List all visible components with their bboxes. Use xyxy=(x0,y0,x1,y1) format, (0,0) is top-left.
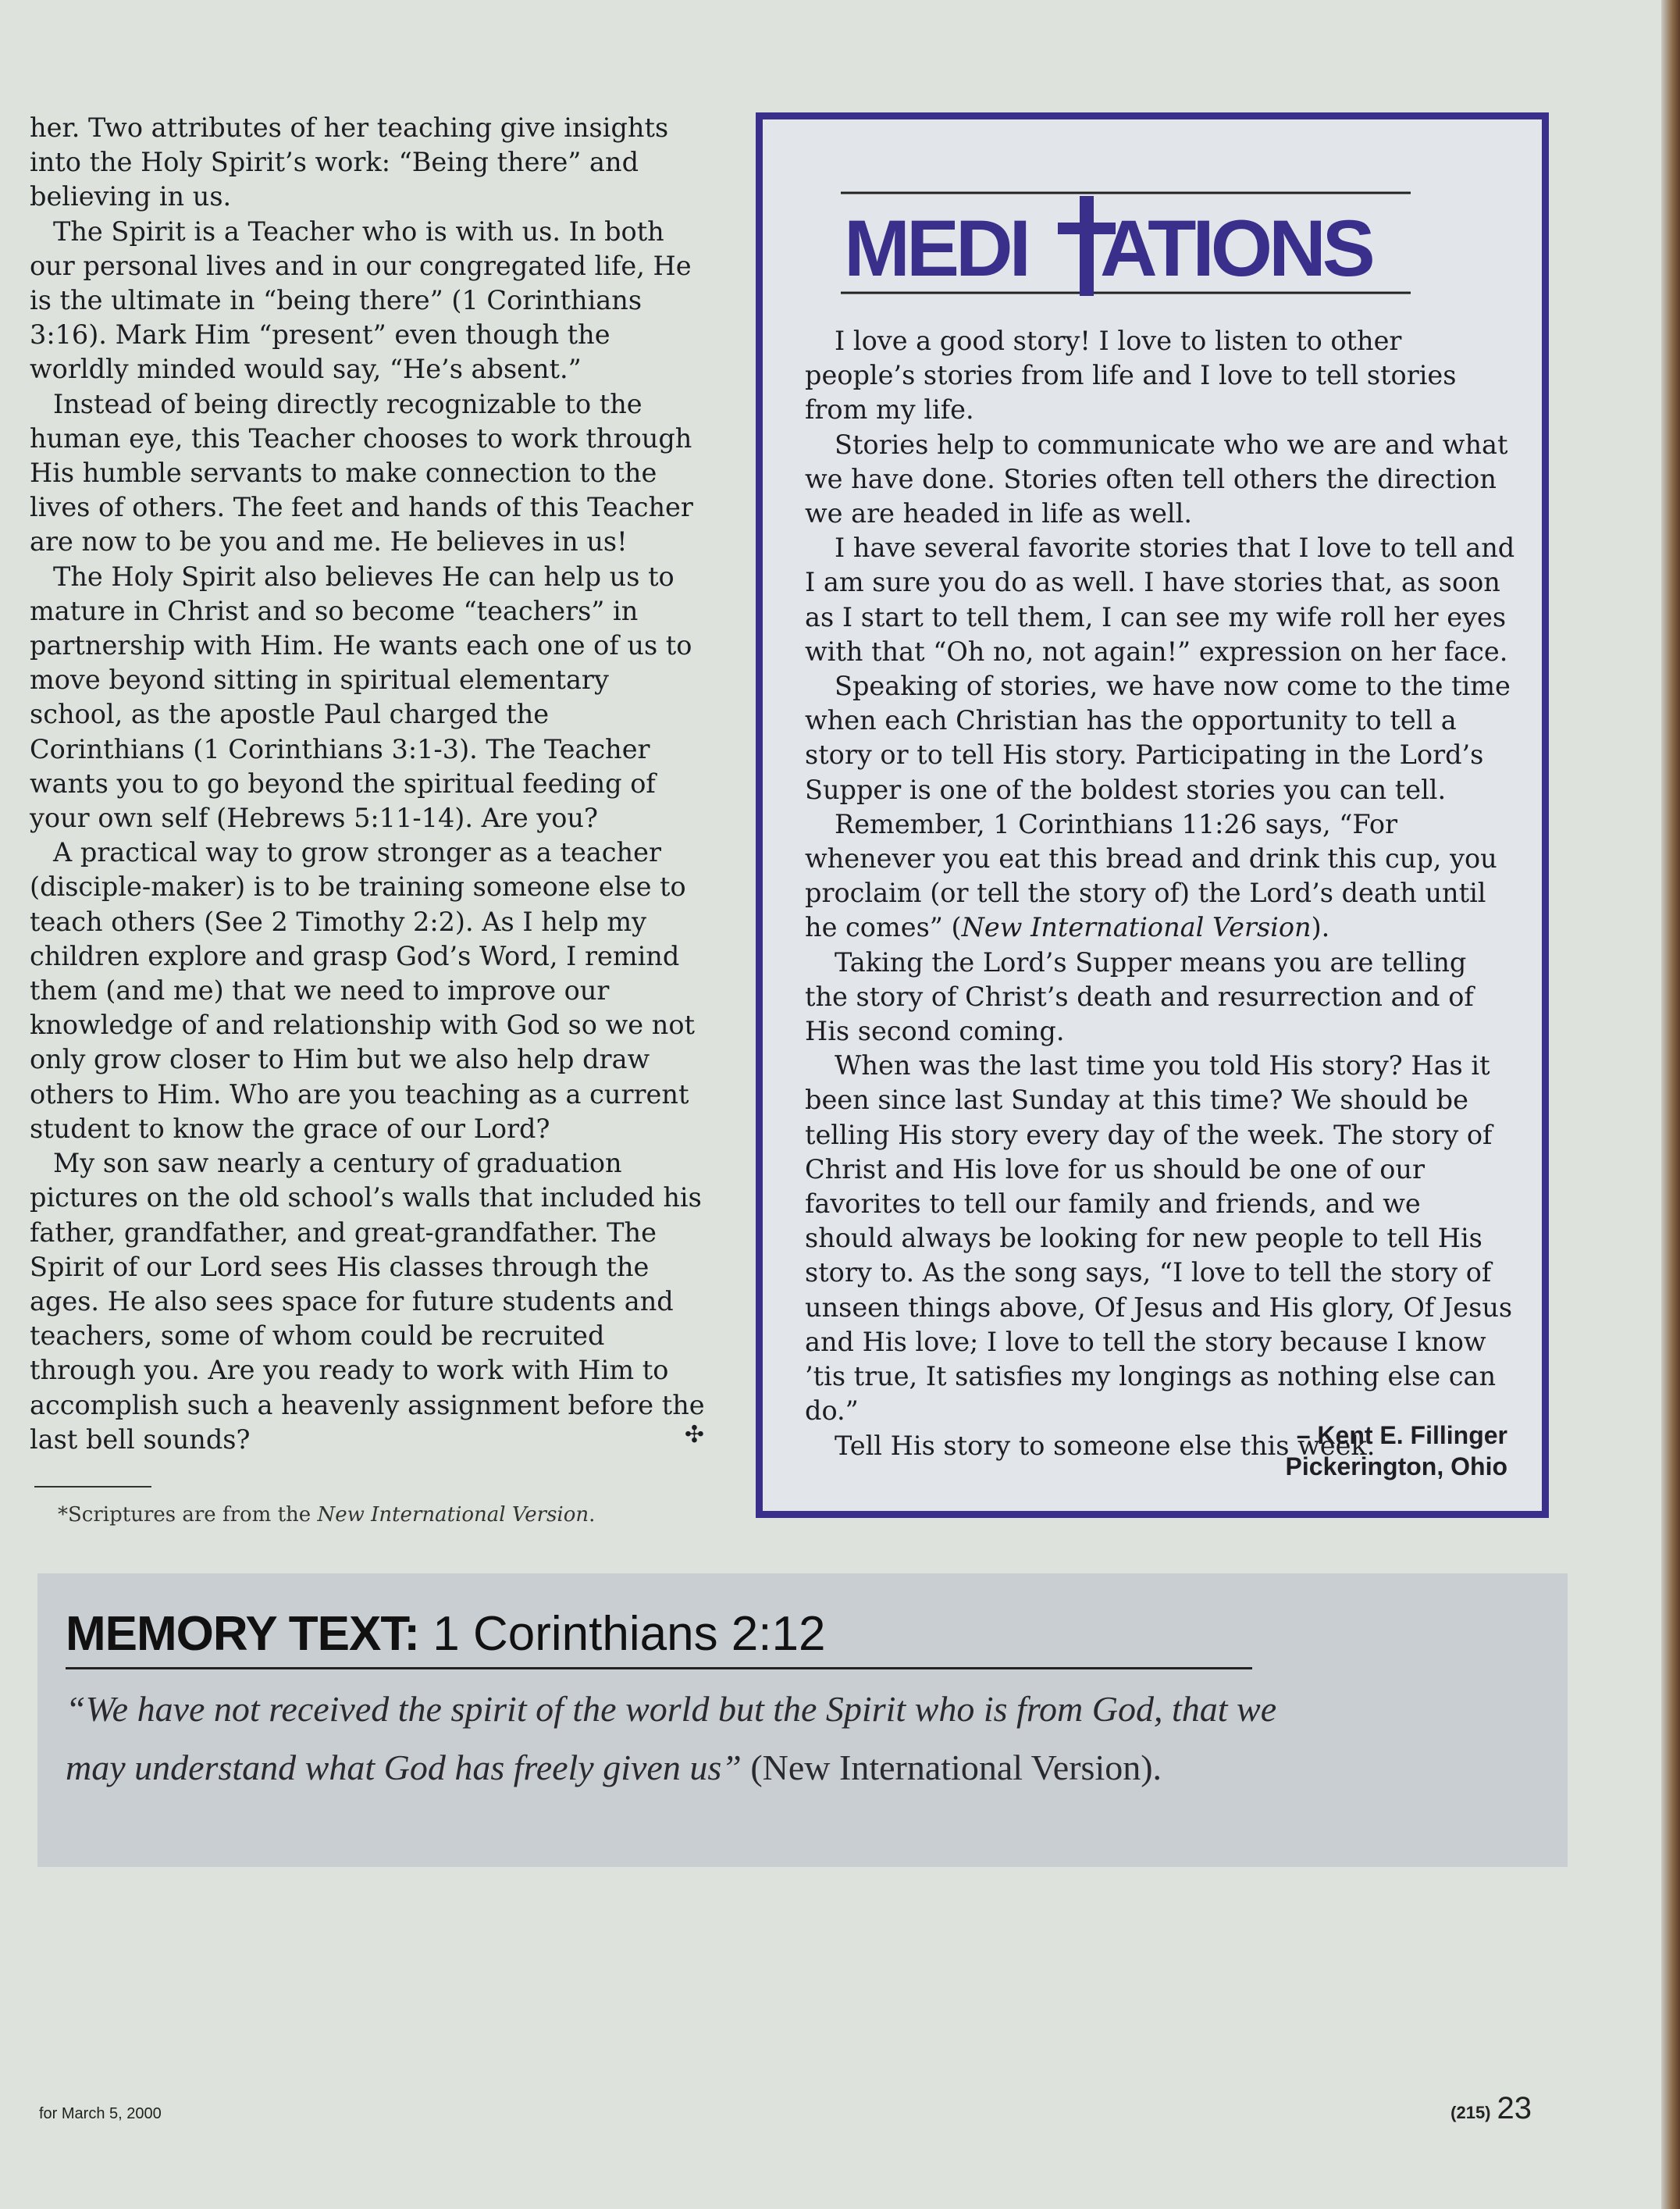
issue-number: (215) xyxy=(1450,2103,1491,2122)
memory-reference: 1 Corinthians 2:12 xyxy=(432,1607,826,1661)
end-of-article-icon: ✣ xyxy=(684,1420,704,1448)
memory-heading xyxy=(66,1606,825,1662)
article-paragraph: A practical way to grow stronger as a teacher (disciple-maker) is to be training someone else to teach others (See 2 Timothy 2:2). As I help my children explore and grasp God’s Word, I remind them (and me) that we need to improve our knowledge of and relationship with God so we not only grow closer to Him but we also help draw others to Him. Who are you teaching as a current student to know the grace of our Lord? xyxy=(30,837,695,1144)
article-paragraph: The Spirit is a Teacher who is with us. In both our personal lives and in our congregated life, He is the ultimate in “being there” (1 Corinthians 3:16). Mark Him “present” even though the worldly minded would say, “He’s absent.” xyxy=(30,216,692,385)
footnote-rule xyxy=(34,1486,151,1488)
meditation-paragraph: Tell His story to someone else this week. xyxy=(835,1430,1376,1461)
page-edge xyxy=(1661,0,1680,2209)
meditations-body xyxy=(805,324,1515,1463)
meditations-title xyxy=(841,188,1411,298)
footnote-text: *Scriptures are from the xyxy=(58,1503,318,1527)
meditations-logo xyxy=(841,188,1411,298)
article-column xyxy=(30,111,709,1457)
page-number: 23 xyxy=(1497,2091,1532,2125)
memory-rule xyxy=(66,1667,1252,1669)
title-text-left: MEDI xyxy=(844,204,1027,293)
footer-date: for March 5, 2000 xyxy=(39,2105,162,2122)
meditation-quote-text: Remember, 1 Corinthians 11:26 says, “For whenever you eat this bread and drink this cup, you proclaim (or tell the story of) the Lord’s death until he comes” ( xyxy=(805,808,1497,943)
article-paragraph: Instead of being directly recognizable to the human eye, this Teacher chooses to work through His humble servants to make connection to the lives of others. The feet and hands of this Teacher are now to be you and me. He believes in us! xyxy=(30,388,693,558)
meditation-paragraph: Stories help to communicate who we are and what we have done. Stories often tell others the direction we are headed in life as well. xyxy=(805,429,1508,529)
author-location: Pickerington, Ohio xyxy=(1285,1452,1507,1480)
memory-label: MEMORY TEXT: xyxy=(66,1607,420,1661)
author-name: – Kent E. Fillinger xyxy=(1296,1421,1507,1449)
cross-icon xyxy=(1080,196,1094,296)
meditation-paragraph: I have several favorite stories that I love to tell and I am sure you do as well. I have stories that, as soon as I start to tell them, I can see my wife roll her eyes with that “Oh no, not again!” expression on her face. xyxy=(805,533,1515,667)
article-paragraph: The Holy Spirit also believes He can help us to mature in Christ and so become “teachers” in partnership with Him. He wants each one of us to move beyond sitting in spiritual elementary school, as the apostle Paul charged the Corinthians (1 Corinthians 3:1-3). The Teacher wants you to go beyond the spiritual feeding of your own self (Hebrews 5:11-14). Are you? xyxy=(30,561,692,834)
article-paragraph: My son saw nearly a century of graduation pictures on the old school’s walls that included his father, grandfather, and great-grandfather. The Spirit of our Lord sees His classes through the ages. He also sees space for future students and teachers, some of whom could be recruited through you. Are you ready to work with Him to accomplish such a heavenly assignment before the last bell sounds? xyxy=(30,1148,705,1455)
meditation-paragraph: When was the last time you told His story? Has it been since last Sunday at this time? We should be telling His story every day of the week. The story of Christ and His love for us should be one of our favorites to tell our family and friends, and we should always be looking for new people to tell His story to. As the song says, “I love to tell the story of unseen things above, Of Jesus and His glory, Of Jesus and His love; I love to tell the story because I know ’tis true, It satisfies my longings as nothing else can do.” xyxy=(805,1050,1513,1427)
meditation-quote-close: ). xyxy=(1311,912,1330,943)
signature xyxy=(1286,1420,1507,1482)
footnote-version: New International Version xyxy=(317,1503,589,1527)
title-text-right: ATIONS xyxy=(1100,204,1372,293)
memory-quote-text: “We have not received the spirit of the world but the Spirit who is from God, that we may understand what God has freely given us” xyxy=(66,1689,1277,1787)
meditation-version: New International Version xyxy=(961,912,1312,943)
footnote xyxy=(58,1503,595,1527)
memory-quote xyxy=(66,1680,1283,1797)
memory-version: (New International Version). xyxy=(741,1748,1162,1787)
meditations-box xyxy=(756,112,1549,1518)
meditation-paragraph xyxy=(805,807,1515,946)
meditation-paragraph: Taking the Lord’s Supper means you are telling the story of Christ’s death and resurrection and of His second coming. xyxy=(805,946,1474,1047)
meditation-paragraph: I love a good story! I love to listen to other people’s stories from life and I love to tell stories from my life. xyxy=(805,326,1457,426)
article-paragraph: her. Two attributes of her teaching give insights into the Holy Spirit’s work: “Being there” and believing in us. xyxy=(30,112,669,212)
meditation-paragraph: Speaking of stories, we have now come to the time when each Christian has the opportunity to tell a story or to tell His story. Participating in the Lord’s Supper is one of the boldest stories you can tell. xyxy=(805,671,1511,805)
memory-text-box xyxy=(37,1573,1568,1867)
footnote-period: . xyxy=(589,1503,596,1527)
footer-page xyxy=(1450,2091,1532,2126)
